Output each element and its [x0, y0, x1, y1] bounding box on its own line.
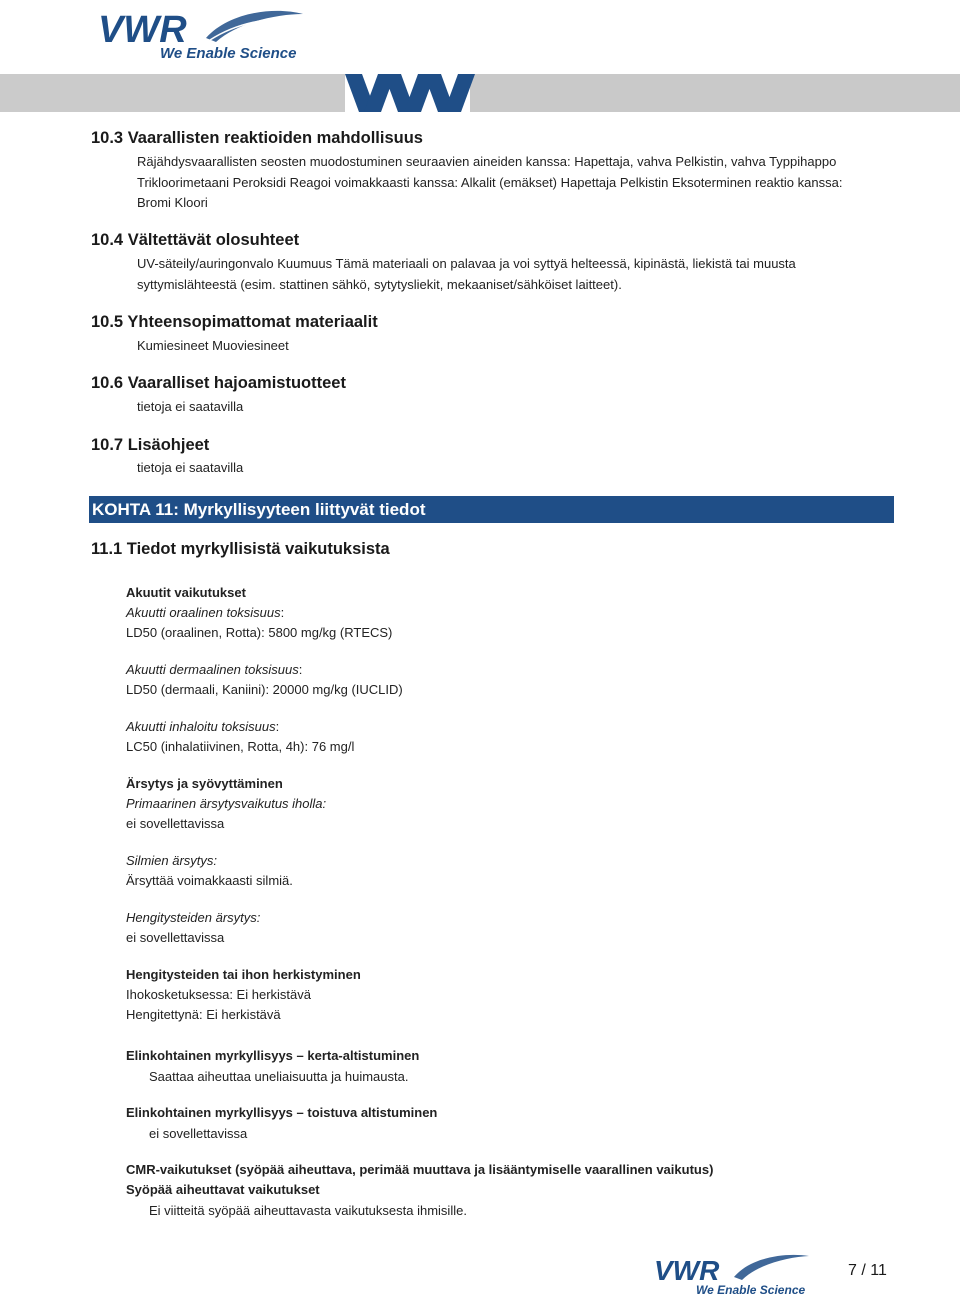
- footer-logo-tagline-text: We Enable Science: [696, 1283, 806, 1296]
- section-10-4-line-2: syttymislähteestä (esim. stattinen sähkö, sytytysliekit, mekaaniset/sähköiset laitteet).: [137, 277, 622, 292]
- chevron-pattern-icon: [345, 74, 475, 112]
- stot-repeat-value: ei sovellettavissa: [149, 1126, 248, 1141]
- section-10-4-title: 10.4 Vältettävät olosuhteet: [91, 231, 300, 249]
- footer-leaf-icon: [734, 1255, 809, 1280]
- sensitisation-skin: Ihokosketuksessa: Ei herkistävä: [126, 987, 311, 1002]
- section-10-3-title: 10.3 Vaarallisten reaktioiden mahdollisuus: [91, 129, 423, 147]
- stot-single-heading: Elinkohtainen myrkyllisyys – kerta-altistuminen: [126, 1048, 420, 1063]
- vwr-logo-footer: [654, 1252, 814, 1301]
- logo-tagline-text: We Enable Science: [160, 45, 297, 60]
- section-10-7-title: 10.7 Lisäohjeet: [91, 436, 210, 454]
- section-10-5-title: 10.5 Yhteensopimattomat materiaalit: [91, 313, 378, 331]
- section-10-3-line-1: Räjähdysvaarallisten seosten muodostuminen seuraavien aineiden kanssa: Hapettaja, vahva Pelkistin, vahva Typpihappo: [137, 154, 837, 169]
- respiratory-irritation-value: ei sovellettavissa: [126, 930, 225, 945]
- logo-brand-text: VWR: [98, 9, 187, 51]
- sensitisation-inhalation: Hengitettynä: Ei herkistävä: [126, 1007, 281, 1022]
- section-10-4-line-1: UV-säteily/auringonvalo Kuumuus Tämä materiaali on palavaa ja voi syttyä helteessä, kipinästä, liekistä tai muusta: [137, 256, 796, 271]
- section-10-3-line-2: Trikloorimetaani Peroksidi Reagoi voimakkaasti kanssa: Alkalit (emäkset) Hapettaja Pelkistin Eksoterminen reaktio kanssa:: [137, 175, 843, 190]
- acute-effects-heading: Akuutit vaikutukset: [126, 585, 246, 600]
- cmr-heading: CMR-vaikutukset (syöpää aiheuttava, perimää muuttava ja lisääntymiselle vaarallinen vaikutus): [126, 1162, 714, 1177]
- respiratory-irritation-label: Hengitysteiden ärsytys:: [126, 910, 261, 925]
- acute-dermal-value: LD50 (dermaali, Kaniini): 20000 mg/kg (IUCLID): [126, 682, 403, 697]
- page-number: 7 / 11: [848, 1262, 887, 1279]
- footer-logo-brand-text: VWR: [654, 1255, 720, 1286]
- acute-oral-label: Akuutti oraalinen toksisuus:: [126, 605, 285, 620]
- section-10-7-text: tietoja ei saatavilla: [137, 460, 244, 475]
- stot-single-value: Saattaa aiheuttaa uneliaisuutta ja huimausta.: [149, 1069, 409, 1084]
- acute-oral-value: LD50 (oraalinen, Rotta): 5800 mg/kg (RTECS): [126, 625, 393, 640]
- stot-repeat-heading: Elinkohtainen myrkyllisyys – toistuva altistuminen: [126, 1105, 438, 1120]
- leaf-icon: [206, 11, 303, 42]
- section-10-5-text: Kumiesineet Muoviesineet: [137, 338, 289, 353]
- section-10-3-line-3: Bromi Kloori: [137, 195, 208, 210]
- skin-irritation-label: Primaarinen ärsytysvaikutus iholla:: [126, 796, 327, 811]
- section-11-header-bar: KOHTA 11: Myrkyllisyyteen liittyvät tiedot: [89, 496, 894, 523]
- eye-irritation-label: Silmien ärsytys:: [126, 853, 218, 868]
- header-band: [0, 74, 960, 112]
- section-10-6-title: 10.6 Vaaralliset hajoamistuotteet: [91, 374, 346, 392]
- acute-dermal-label: Akuutti dermaalinen toksisuus:: [126, 662, 303, 677]
- acute-inhalation-label: Akuutti inhaloitu toksisuus:: [126, 719, 280, 734]
- sensitisation-heading: Hengitysteiden tai ihon herkistyminen: [126, 967, 361, 982]
- vwr-logo-header: [98, 8, 313, 65]
- carcinogenicity-heading: Syöpää aiheuttavat vaikutukset: [126, 1182, 320, 1197]
- eye-irritation-value: Ärsyttää voimakkaasti silmiä.: [126, 873, 293, 888]
- section-11-1-title: 11.1 Tiedot myrkyllisistä vaikutuksista: [91, 540, 390, 558]
- section-10-6-text: tietoja ei saatavilla: [137, 399, 244, 414]
- skin-irritation-value: ei sovellettavissa: [126, 816, 225, 831]
- carcinogenicity-value: Ei viitteitä syöpää aiheuttavasta vaikutuksesta ihmisille.: [149, 1203, 467, 1218]
- irritation-heading: Ärsytys ja syövyttäminen: [126, 776, 283, 791]
- acute-inhalation-value: LC50 (inhalatiivinen, Rotta, 4h): 76 mg/l: [126, 739, 355, 754]
